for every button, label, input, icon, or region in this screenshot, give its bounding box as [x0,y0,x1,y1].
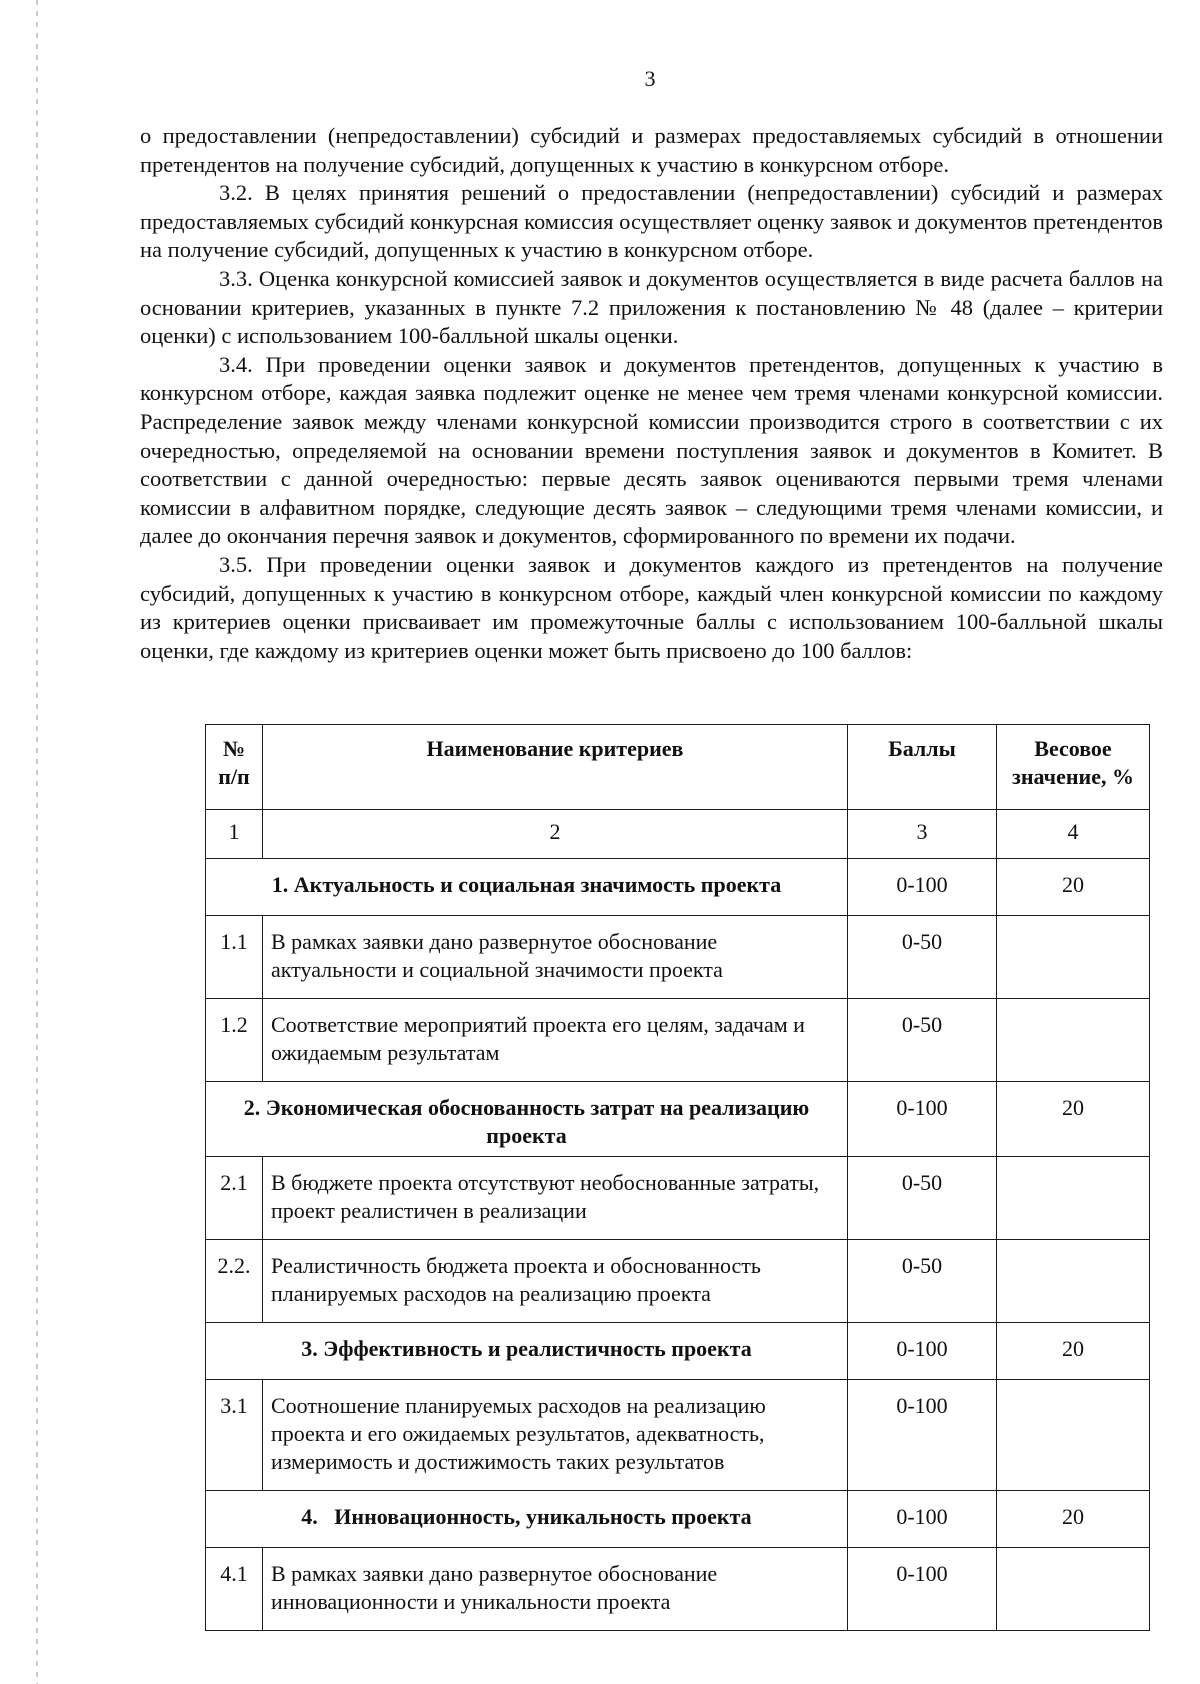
section-title: 4. Инновационность, уникальность проекта [206,1491,848,1548]
item-name: В рамках заявки дано развернутое обоснование актуальности и социальной значимости проекта [263,916,848,999]
paragraph-3-3: 3.3. Оценка конкурсной комиссией заявок и документов осуществляется в виде расчета баллов на основании критериев, указанных в пункте 7.2 приложения к постановлению № 48 (далее – критерии оценки) с использованием 100-балльной шкалы оценки. [140,265,1163,349]
item-weight-empty [997,916,1150,999]
item-weight-empty [997,1240,1150,1323]
item-name: Соотношение планируемых расходов на реализацию проекта и его ожидаемых результатов, адекватность, измеримость и достижимость таких результатов [263,1380,848,1491]
item-weight-empty [997,999,1150,1082]
item-num: 2.2. [206,1240,263,1323]
column-number: 4 [997,810,1150,859]
table-row [206,1240,1150,1323]
paragraph-3-4: 3.4. При проведении оценки заявок и документов претендентов, допущенных к участию в конкурсном отборе, каждая заявка подлежит оценке не менее чем тремя членами конкурсной комиссии. Распределение заявок между членами конкурсной комиссии производится строго в соответствии с их очередностью, определяемой на основании времени поступления заявок и документов в Комитет. В соответствии с данной очередностью: первые десять заявок оцениваются первыми тремя членами комиссии в алфавитном порядке, следующие десять заявок – следующими тремя членами комиссии, и далее до окончания перечня заявок и документов, сформированного по времени их подачи. [140,351,1163,549]
section-score: 0-100 [848,1082,997,1157]
item-name: Реалистичность бюджета проекта и обоснованность планируемых расходов на реализацию проекта [263,1240,848,1323]
item-weight-empty [997,1380,1150,1491]
column-number: 3 [848,810,997,859]
section-score: 0-100 [848,859,997,916]
table-row [206,916,1150,999]
item-score: 0-50 [848,1240,997,1323]
section-title: 2. Экономическая обоснованность затрат на реализацию проекта [206,1082,848,1157]
table-row [206,999,1150,1082]
section-row [206,859,1150,916]
section-row [206,1323,1150,1380]
item-name: В рамках заявки дано развернутое обоснование инновационности и уникальности проекта [263,1548,848,1631]
section-score: 0-100 [848,1323,997,1380]
item-name: В бюджете проекта отсутствуют необоснованные затраты, проект реалистичен в реализации [263,1157,848,1240]
item-num: 1.1 [206,916,263,999]
item-num: 3.1 [206,1380,263,1491]
column-number: 1 [206,810,263,859]
section-weight: 20 [997,1082,1150,1157]
item-num: 1.2 [206,999,263,1082]
scan-edge-artifact [36,0,38,1684]
item-num: 4.1 [206,1548,263,1631]
header-weight: Весовое значение, % [997,725,1150,810]
column-numbers-row [206,810,1150,859]
section-weight: 20 [997,1323,1150,1380]
paragraph-3-5: 3.5. При проведении оценки заявок и документов каждого из претендентов на получение субсидий, допущенных к участию в конкурсном отборе, каждый член конкурсной комиссии по каждому из критериев оценки присваивает им промежуточные баллы с использованием 100-балльной шкалы оценки, где каждому из критериев оценки может быть присвоено до 100 баллов: [140,551,1163,663]
table-header-row [206,725,1150,810]
item-weight-empty [997,1548,1150,1631]
section-title: 3. Эффективность и реалистичность проекта [206,1323,848,1380]
section-row [206,1082,1150,1157]
section-weight: 20 [997,1491,1150,1548]
item-score: 0-50 [848,999,997,1082]
item-score: 0-50 [848,1157,997,1240]
item-score: 0-100 [848,1380,997,1491]
table-row [206,1380,1150,1491]
column-number: 2 [263,810,848,859]
section-row [206,1491,1150,1548]
header-num: № п/п [206,725,263,810]
criteria-table [205,724,1150,1631]
paragraph-3-2: 3.2. В целях принятия решений о предоставлении (непредоставлении) субсидий и размерах предоставляемых субсидий конкурсная комиссия осуществляет оценку заявок и документов претендентов на получение субсидий, допущенных к участию в конкурсном отборе. [140,180,1163,263]
body-text [140,122,1163,665]
section-score: 0-100 [848,1491,997,1548]
item-score: 0-100 [848,1548,997,1631]
item-score: 0-50 [848,916,997,999]
section-title: 1. Актуальность и социальная значимость проекта [206,859,848,916]
paragraph-continuation: о предоставлении (непредоставлении) субсидий и размерах предоставляемых субсидий в отношении претендентов на получение субсидий, допущенных к участию в конкурсном отборе. [140,123,1163,177]
section-weight: 20 [997,859,1150,916]
item-name: Соответствие мероприятий проекта его целям, задачам и ожидаемым результатам [263,999,848,1082]
page-number: 3 [644,66,656,91]
table-row [206,1157,1150,1240]
item-weight-empty [997,1157,1150,1240]
item-num: 2.1 [206,1157,263,1240]
table-row [206,1548,1150,1631]
header-name: Наименование критериев [263,725,848,810]
header-score: Баллы [848,725,997,810]
